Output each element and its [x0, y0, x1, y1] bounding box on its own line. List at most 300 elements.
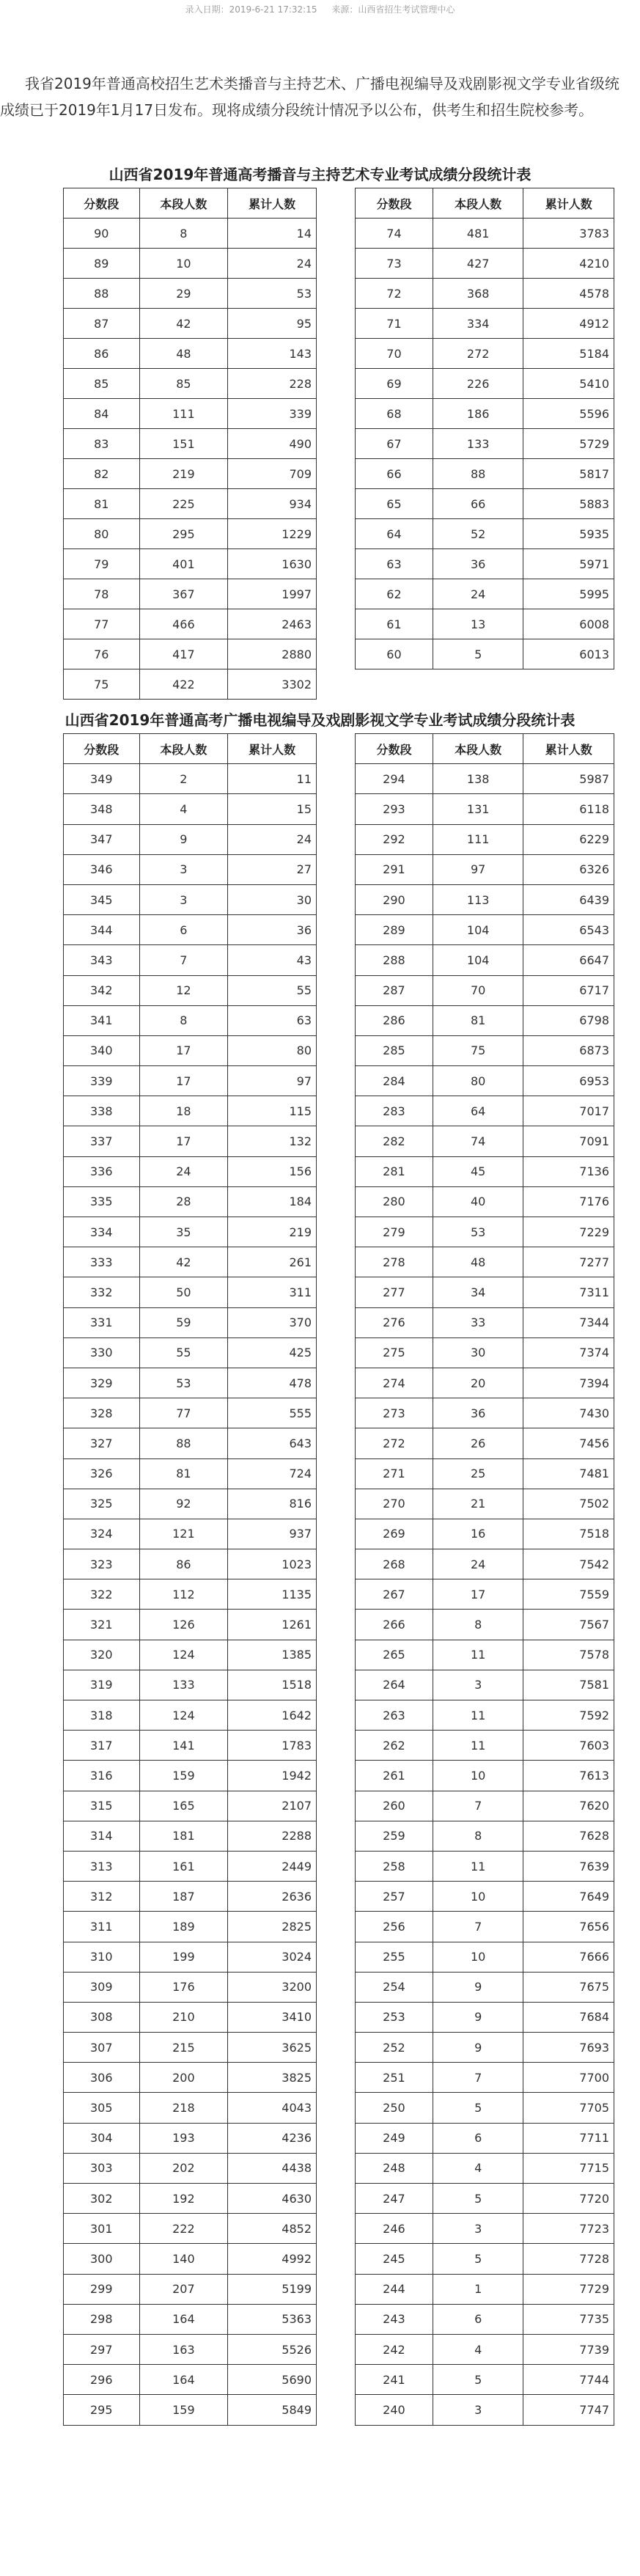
table-row	[356, 2304, 614, 2334]
count-cell: 9	[433, 2033, 523, 2063]
cumulative-cell: 6229	[523, 824, 614, 854]
score-cell: 248	[356, 2153, 433, 2183]
cumulative-cell: 4992	[228, 2244, 317, 2274]
count-cell: 133	[433, 429, 523, 459]
score-cell: 303	[64, 2153, 140, 2183]
count-cell: 187	[139, 1882, 228, 1912]
cumulative-cell: 6873	[523, 1035, 614, 1065]
score-cell: 319	[64, 1670, 140, 1700]
score-cell: 263	[356, 1700, 433, 1731]
table-header-row	[64, 734, 317, 764]
score-cell: 275	[356, 1337, 433, 1368]
cumulative-cell: 5199	[228, 2274, 317, 2304]
cumulative-cell: 6326	[523, 854, 614, 884]
count-cell: 88	[139, 1428, 228, 1458]
cumulative-cell: 5729	[523, 429, 614, 459]
score-cell: 85	[64, 369, 140, 399]
count-cell: 81	[433, 1005, 523, 1035]
score-cell: 285	[356, 1035, 433, 1065]
cumulative-cell: 5410	[523, 369, 614, 399]
count-cell: 18	[139, 1096, 228, 1126]
score-cell: 63	[356, 549, 433, 579]
cumulative-cell: 6543	[523, 915, 614, 945]
table-row	[64, 824, 317, 854]
table-row	[64, 1761, 317, 1791]
count-cell: 25	[433, 1458, 523, 1489]
count-cell: 29	[139, 279, 228, 309]
score-cell: 299	[64, 2274, 140, 2304]
cumulative-cell: 937	[228, 1519, 317, 1549]
count-cell: 55	[139, 1337, 228, 1368]
score-cell: 88	[64, 279, 140, 309]
table-row	[356, 1519, 614, 1549]
table-row	[356, 369, 614, 399]
count-cell: 74	[433, 1126, 523, 1156]
cumulative-cell: 7559	[523, 1579, 614, 1610]
cumulative-cell: 1023	[228, 1549, 317, 1579]
cumulative-cell: 816	[228, 1489, 317, 1519]
score-cell: 66	[356, 459, 433, 489]
table-row	[64, 1640, 317, 1670]
table-row	[64, 1096, 317, 1126]
table-row	[356, 1942, 614, 1972]
count-cell: 334	[433, 309, 523, 339]
cumulative-cell: 7675	[523, 1972, 614, 2002]
cumulative-cell: 478	[228, 1368, 317, 1398]
count-cell: 8	[433, 1821, 523, 1851]
score-cell: 259	[356, 1821, 433, 1851]
cumulative-cell: 6717	[523, 975, 614, 1005]
table-header-row	[64, 188, 317, 219]
score-cell: 249	[356, 2123, 433, 2153]
table-row	[356, 1579, 614, 1610]
table-row	[64, 1912, 317, 1942]
count-cell: 164	[139, 2365, 228, 2395]
column-header: 分数段	[356, 188, 433, 219]
table-row	[356, 489, 614, 519]
score-cell: 324	[64, 1519, 140, 1549]
count-cell: 272	[433, 339, 523, 369]
count-cell: 113	[433, 884, 523, 914]
publish-date: 录入日期：2019-6-21 17:32:15	[185, 4, 317, 15]
count-cell: 121	[139, 1519, 228, 1549]
count-cell: 35	[139, 1217, 228, 1247]
cumulative-cell: 115	[228, 1096, 317, 1126]
score-cell: 333	[64, 1247, 140, 1277]
count-cell: 104	[433, 945, 523, 975]
count-cell: 226	[433, 369, 523, 399]
cumulative-cell: 7735	[523, 2304, 614, 2334]
table-row	[356, 399, 614, 429]
count-cell: 7	[433, 1912, 523, 1942]
count-cell: 81	[139, 1458, 228, 1489]
table-row	[64, 2002, 317, 2032]
cumulative-cell: 1229	[228, 519, 317, 549]
score-cell: 250	[356, 2093, 433, 2123]
count-cell: 66	[433, 489, 523, 519]
table-row	[64, 1337, 317, 1368]
table-row	[356, 2002, 614, 2032]
score-cell: 304	[64, 2123, 140, 2153]
score-cell: 313	[64, 1851, 140, 1881]
cumulative-cell: 4438	[228, 2153, 317, 2183]
table-row	[356, 1277, 614, 1307]
count-cell: 24	[433, 579, 523, 609]
cumulative-cell: 6439	[523, 884, 614, 914]
table-row	[64, 1428, 317, 1458]
score-cell: 305	[64, 2093, 140, 2123]
count-cell: 133	[139, 1670, 228, 1700]
table-row	[356, 1217, 614, 1247]
cumulative-cell: 7693	[523, 2033, 614, 2063]
score-cell: 245	[356, 2244, 433, 2274]
table-row	[64, 609, 317, 639]
cumulative-cell: 7684	[523, 2002, 614, 2032]
cumulative-cell: 7628	[523, 1821, 614, 1851]
count-cell: 295	[139, 519, 228, 549]
table-row	[356, 1398, 614, 1428]
table-row	[64, 339, 317, 369]
column-header: 累计人数	[523, 188, 614, 219]
table-row	[356, 1337, 614, 1368]
count-cell: 24	[433, 1549, 523, 1579]
score-cell: 281	[356, 1156, 433, 1186]
cumulative-cell: 7481	[523, 1458, 614, 1489]
count-cell: 1	[433, 2274, 523, 2304]
count-cell: 33	[433, 1307, 523, 1337]
score-cell: 64	[356, 519, 433, 549]
score-cell: 310	[64, 1942, 140, 1972]
score-cell: 338	[64, 1096, 140, 1126]
cumulative-cell: 97	[228, 1066, 317, 1096]
count-cell: 28	[139, 1186, 228, 1217]
cumulative-cell: 7723	[523, 2214, 614, 2244]
count-cell: 7	[433, 1791, 523, 1821]
count-cell: 8	[433, 1610, 523, 1640]
table-row	[64, 1156, 317, 1186]
score-cell: 316	[64, 1761, 140, 1791]
cumulative-cell: 7666	[523, 1942, 614, 1972]
table-row	[356, 339, 614, 369]
score-cell: 75	[64, 669, 140, 700]
table-row	[64, 2304, 317, 2334]
count-cell: 5	[433, 2184, 523, 2214]
score-cell: 253	[356, 2002, 433, 2032]
table-row	[356, 2334, 614, 2364]
table-row	[64, 639, 317, 669]
score-cell: 267	[356, 1579, 433, 1610]
table-row	[356, 579, 614, 609]
table-row	[64, 1731, 317, 1761]
count-cell: 8	[139, 1005, 228, 1035]
count-cell: 5	[433, 2244, 523, 2274]
table-row	[356, 1005, 614, 1035]
cumulative-cell: 339	[228, 399, 317, 429]
score-cell: 61	[356, 609, 433, 639]
cumulative-cell: 219	[228, 1217, 317, 1247]
score-cell: 60	[356, 639, 433, 669]
count-cell: 165	[139, 1791, 228, 1821]
cumulative-cell: 1783	[228, 1731, 317, 1761]
table-row	[64, 549, 317, 579]
score-cell: 291	[356, 854, 433, 884]
table-row	[356, 639, 614, 669]
cumulative-cell: 5363	[228, 2304, 317, 2334]
score-cell: 330	[64, 1337, 140, 1368]
count-cell: 6	[139, 915, 228, 945]
cumulative-cell: 5883	[523, 489, 614, 519]
table-row	[356, 2153, 614, 2183]
count-cell: 192	[139, 2184, 228, 2214]
cumulative-cell: 7613	[523, 1761, 614, 1791]
table-row	[356, 2365, 614, 2395]
table-row	[64, 1186, 317, 1217]
table-row	[64, 1670, 317, 1700]
count-cell: 88	[433, 459, 523, 489]
score-cell: 295	[64, 2395, 140, 2425]
table-row	[64, 1791, 317, 1821]
score-cell: 336	[64, 1156, 140, 1186]
score-cell: 86	[64, 339, 140, 369]
score-cell: 244	[356, 2274, 433, 2304]
score-cell: 83	[64, 429, 140, 459]
count-cell: 10	[433, 1942, 523, 1972]
table1-title: 山西省2019年普通高考播音与主持艺术专业考试成绩分段统计表	[108, 166, 532, 183]
cumulative-cell: 7229	[523, 1217, 614, 1247]
table-row	[64, 1821, 317, 1851]
count-cell: 222	[139, 2214, 228, 2244]
score-cell: 65	[356, 489, 433, 519]
count-cell: 427	[433, 249, 523, 279]
count-cell: 30	[433, 1337, 523, 1368]
score-cell: 73	[356, 249, 433, 279]
score-cell: 80	[64, 519, 140, 549]
table-row	[356, 2033, 614, 2063]
count-cell: 151	[139, 429, 228, 459]
count-cell: 466	[139, 609, 228, 639]
table-header-row	[356, 188, 614, 219]
count-cell: 85	[139, 369, 228, 399]
cumulative-cell: 2825	[228, 1912, 317, 1942]
cumulative-cell: 5184	[523, 339, 614, 369]
cumulative-cell: 7136	[523, 1156, 614, 1186]
score-cell: 74	[356, 219, 433, 249]
cumulative-cell: 7502	[523, 1489, 614, 1519]
count-cell: 48	[139, 339, 228, 369]
table-row	[356, 2184, 614, 2214]
count-cell: 3	[433, 2395, 523, 2425]
count-cell: 141	[139, 1731, 228, 1761]
table-row	[64, 2184, 317, 2214]
table-row	[64, 1519, 317, 1549]
score-cell: 290	[356, 884, 433, 914]
count-cell: 368	[433, 279, 523, 309]
count-cell: 200	[139, 2063, 228, 2093]
count-cell: 9	[139, 824, 228, 854]
cumulative-cell: 7567	[523, 1610, 614, 1640]
cumulative-cell: 7711	[523, 2123, 614, 2153]
score-cell: 78	[64, 579, 140, 609]
table-row	[356, 1700, 614, 1731]
cumulative-cell: 15	[228, 794, 317, 824]
table-row	[356, 2274, 614, 2304]
cumulative-cell: 7656	[523, 1912, 614, 1942]
count-cell: 6	[433, 2304, 523, 2334]
table-row	[64, 1489, 317, 1519]
table-row	[64, 1035, 317, 1065]
table-row	[356, 2244, 614, 2274]
cumulative-cell: 7739	[523, 2334, 614, 2364]
column-header: 分数段	[64, 734, 140, 764]
count-cell: 50	[139, 1277, 228, 1307]
table-row	[356, 609, 614, 639]
cumulative-cell: 1135	[228, 1579, 317, 1610]
count-cell: 40	[433, 1186, 523, 1217]
score-cell: 342	[64, 975, 140, 1005]
table-row	[64, 429, 317, 459]
cumulative-cell: 7344	[523, 1307, 614, 1337]
table-row	[64, 764, 317, 794]
score-cell: 327	[64, 1428, 140, 1458]
table-row	[356, 1731, 614, 1761]
cumulative-cell: 1997	[228, 579, 317, 609]
table-row	[356, 2123, 614, 2153]
table-row	[356, 1428, 614, 1458]
table-row	[356, 975, 614, 1005]
count-cell: 53	[433, 1217, 523, 1247]
count-cell: 59	[139, 1307, 228, 1337]
score-cell: 274	[356, 1368, 433, 1398]
cumulative-cell: 4236	[228, 2123, 317, 2153]
table-row	[64, 2274, 317, 2304]
table1-left	[63, 188, 317, 700]
count-cell: 48	[433, 1247, 523, 1277]
count-cell: 7	[433, 2063, 523, 2093]
table-row	[356, 1640, 614, 1670]
table-row	[356, 884, 614, 914]
column-header: 本段人数	[433, 188, 523, 219]
table-row	[356, 279, 614, 309]
count-cell: 163	[139, 2334, 228, 2364]
count-cell: 3	[433, 2214, 523, 2244]
count-cell: 4	[433, 2334, 523, 2364]
score-cell: 314	[64, 1821, 140, 1851]
cumulative-cell: 1942	[228, 1761, 317, 1791]
score-cell: 254	[356, 1972, 433, 2002]
cumulative-cell: 7705	[523, 2093, 614, 2123]
cumulative-cell: 7744	[523, 2365, 614, 2395]
count-cell: 131	[433, 794, 523, 824]
column-header: 分数段	[64, 188, 140, 219]
count-cell: 4	[433, 2153, 523, 2183]
cumulative-cell: 425	[228, 1337, 317, 1368]
table-row	[64, 519, 317, 549]
count-cell: 176	[139, 1972, 228, 2002]
count-cell: 138	[433, 764, 523, 794]
score-cell: 241	[356, 2365, 433, 2395]
count-cell: 34	[433, 1277, 523, 1307]
table-row	[356, 1882, 614, 1912]
cumulative-cell: 7430	[523, 1398, 614, 1428]
cumulative-cell: 2880	[228, 639, 317, 669]
intro-paragraph	[0, 70, 640, 123]
score-cell: 89	[64, 249, 140, 279]
table-row	[64, 1398, 317, 1428]
table-row	[356, 2395, 614, 2425]
article-meta	[0, 0, 640, 19]
table-row	[64, 854, 317, 884]
count-cell: 422	[139, 669, 228, 700]
cumulative-cell: 63	[228, 1005, 317, 1035]
table-row	[356, 915, 614, 945]
count-cell: 126	[139, 1610, 228, 1640]
column-header: 累计人数	[228, 188, 317, 219]
intro-line-2: 成绩已于2019年1月17日发布。现将成绩分段统计情况予以公布，供考生和招生院校参考。	[0, 101, 594, 119]
score-cell: 284	[356, 1066, 433, 1096]
count-cell: 20	[433, 1368, 523, 1398]
count-cell: 70	[433, 975, 523, 1005]
count-cell: 111	[139, 399, 228, 429]
table-row	[356, 519, 614, 549]
score-cell: 317	[64, 1731, 140, 1761]
score-cell: 62	[356, 579, 433, 609]
table-row	[64, 1005, 317, 1035]
score-cell: 251	[356, 2063, 433, 2093]
cumulative-cell: 5849	[228, 2395, 317, 2425]
score-cell: 288	[356, 945, 433, 975]
table-row	[356, 1307, 614, 1337]
score-cell: 343	[64, 945, 140, 975]
table-row	[356, 1610, 614, 1640]
score-cell: 292	[356, 824, 433, 854]
cumulative-cell: 5526	[228, 2334, 317, 2364]
score-cell: 260	[356, 1791, 433, 1821]
score-cell: 334	[64, 1217, 140, 1247]
cumulative-cell: 156	[228, 1156, 317, 1186]
table-row	[64, 1579, 317, 1610]
table-row	[64, 1368, 317, 1398]
table-row	[356, 1126, 614, 1156]
count-cell: 210	[139, 2002, 228, 2032]
score-cell: 278	[356, 1247, 433, 1277]
score-cell: 270	[356, 1489, 433, 1519]
count-cell: 164	[139, 2304, 228, 2334]
score-cell: 273	[356, 1398, 433, 1428]
cumulative-cell: 2449	[228, 1851, 317, 1881]
table-header-row	[356, 734, 614, 764]
count-cell: 124	[139, 1700, 228, 1731]
table-row	[64, 794, 317, 824]
score-cell: 311	[64, 1912, 140, 1942]
score-cell: 320	[64, 1640, 140, 1670]
cumulative-cell: 5971	[523, 549, 614, 579]
table-row	[64, 1549, 317, 1579]
score-cell: 280	[356, 1186, 433, 1217]
table-row	[64, 884, 317, 914]
score-cell: 341	[64, 1005, 140, 1035]
table-row	[356, 1791, 614, 1821]
table-row	[64, 1307, 317, 1337]
count-cell: 7	[139, 945, 228, 975]
count-cell: 186	[433, 399, 523, 429]
cumulative-cell: 1518	[228, 1670, 317, 1700]
table-row	[356, 1368, 614, 1398]
cumulative-cell: 27	[228, 854, 317, 884]
count-cell: 12	[139, 975, 228, 1005]
score-cell: 337	[64, 1126, 140, 1156]
score-cell: 346	[64, 854, 140, 884]
cumulative-cell: 6013	[523, 639, 614, 669]
